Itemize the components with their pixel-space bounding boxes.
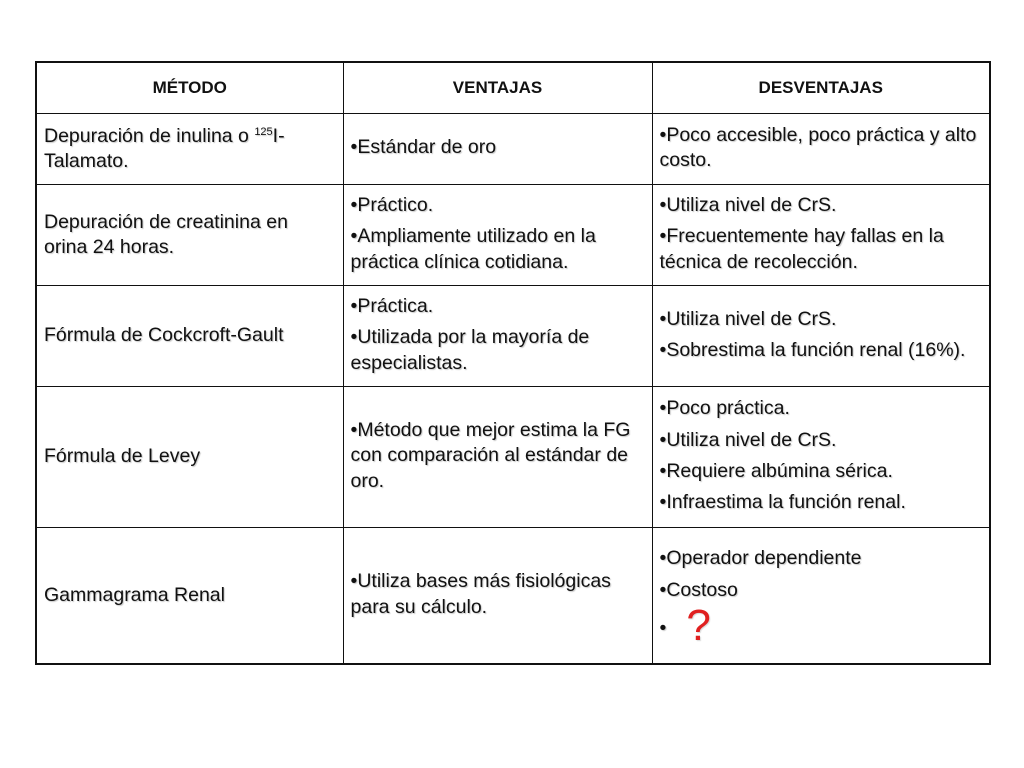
bullet-item: •Requiere albúmina sérica.	[659, 460, 893, 482]
method-cell: Fórmula de Cockcroft-Gault	[36, 286, 343, 387]
bullet-item: •Ampliamente utilizado en la práctica clínica cotidiana.	[350, 225, 596, 273]
bullet-item: •Infraestima la función renal.	[659, 491, 906, 514]
bullet-item: •Utiliza nivel de CrS.	[659, 428, 837, 451]
method-cell: Gammagrama Renal	[36, 528, 343, 665]
isotope-superscript: 125	[254, 125, 273, 138]
bullet-item: •Utiliza nivel de CrS.	[659, 307, 837, 330]
desventajas-cell	[652, 286, 990, 387]
bullet-item: •Utiliza bases más fisiológicas para su cálculo.	[350, 570, 611, 618]
table-row	[36, 185, 990, 286]
question-mark: ?	[686, 600, 711, 650]
header-metodo: MÉTODO	[36, 62, 343, 114]
bullet-item: •Costoso	[659, 578, 738, 601]
desventajas-cell	[652, 387, 990, 528]
table-row	[36, 286, 990, 387]
desventajas-cell	[652, 185, 990, 286]
method-text: I-Talamato.	[44, 124, 285, 172]
method-cell: Depuración de creatinina en orina 24 horas.	[36, 185, 343, 286]
bullet-text: •	[659, 616, 667, 639]
ventajas-cell	[343, 387, 652, 528]
table-row	[36, 387, 990, 528]
table-row	[36, 114, 990, 185]
bullet-item: •Poco accesible, poco práctica y alto costo.	[659, 123, 977, 171]
bullet-item: •Sobrestima la función renal (16%).	[659, 339, 966, 361]
ventajas-cell	[343, 185, 652, 286]
table-row	[36, 528, 990, 665]
bullet-item: •Estándar de oro	[350, 136, 497, 159]
bullet-item: •Poco práctica.	[659, 397, 790, 420]
method-text: Depuración de inulina o	[44, 124, 255, 147]
comparison-table	[35, 61, 991, 665]
desventajas-cell	[652, 114, 990, 185]
method-cell	[36, 114, 343, 185]
header-desventajas: DESVENTAJAS	[652, 62, 990, 114]
ventajas-cell	[343, 286, 652, 387]
desventajas-cell	[652, 528, 990, 665]
bullet-item: •Método que mejor estima la FG con comparación al estándar de oro.	[350, 418, 631, 492]
method-cell: Fórmula de Levey	[36, 387, 343, 528]
bullet-item: •Frecuentemente hay fallas en la técnica de recolección.	[659, 225, 944, 273]
bullet-item: •Utilizada por la mayoría de especialistas.	[350, 326, 590, 374]
ventajas-cell	[343, 528, 652, 665]
bullet-item: •Práctica.	[350, 294, 434, 317]
bullet-item-with-question	[659, 600, 983, 650]
bullet-item: •Utiliza nivel de CrS.	[659, 193, 837, 216]
bullet-item: •Práctico.	[350, 193, 434, 216]
bullet-item: •Operador dependiente	[659, 547, 862, 570]
ventajas-cell	[343, 114, 652, 185]
header-row	[36, 62, 990, 114]
header-ventajas: VENTAJAS	[343, 62, 652, 114]
